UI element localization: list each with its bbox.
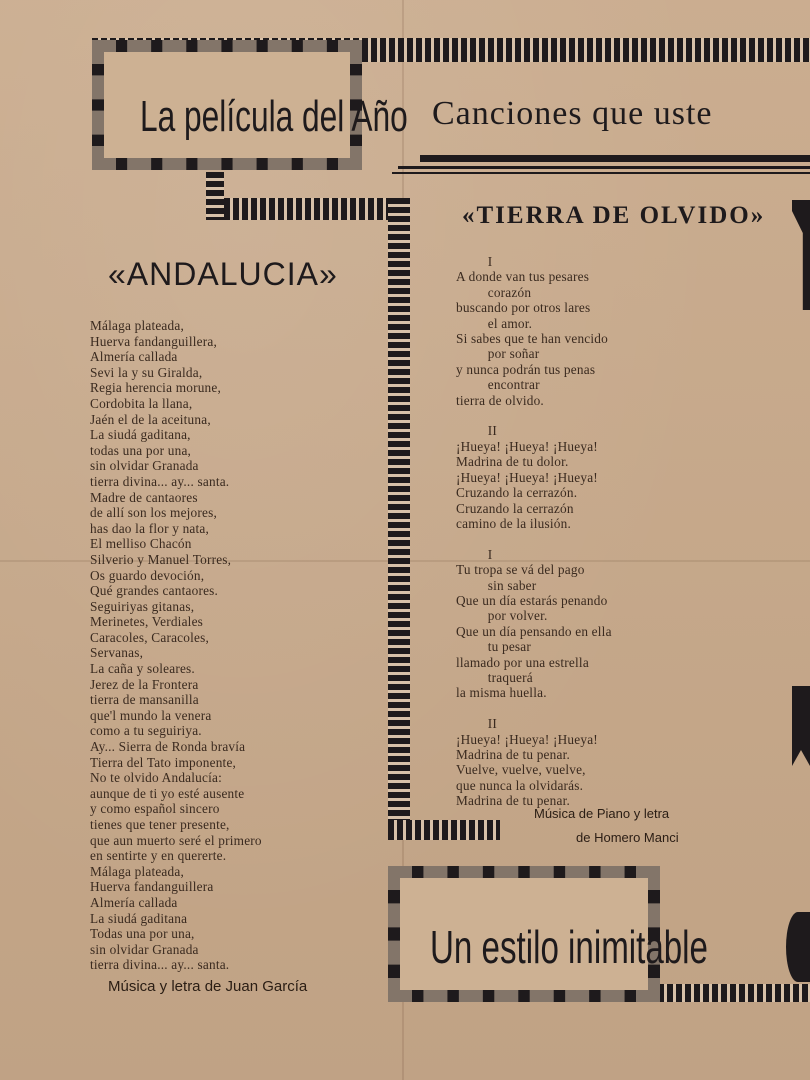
estilo-inimitable-heading: Un estilo inimitable — [430, 921, 708, 973]
tierra-credit-line-2: de Homero Manci — [576, 830, 679, 845]
tierra-credit-line-1: Música de Piano y letra — [534, 806, 670, 821]
andalucia-title: «ANDALUCIA» — [108, 256, 338, 292]
header-rule-thin — [398, 166, 810, 169]
tierra-de-olvido-lyrics: I A donde van tus pesares corazón buscando por otros lares el amor. Si sabes que te han vencido por soñar y nunca podrán tus penas encontrar tierra de olvido. II ¡Hueya! ¡Hueya! ¡Hueya! Madrina de tu dolor. ¡Hueya! ¡Hueya! ¡Hueya! Cruzando la cerrazón. Cruzando la cerrazón camino de la ilusión. I Tu tropa se vá del pago sin saber Que un día estarás penando por volver. Que un día pensando en ella tu pesar llamado por una estrella traquerá la misma huella. II ¡Hueya! ¡Hueya! ¡Hueya! Madrina de tu penar. Vuelve, vuelve, vuelve, que nunca la olvidarás. Madrina de tu penar. — [456, 254, 612, 809]
pelicula-del-ano-heading: La película del Año — [140, 92, 408, 141]
center-ornament-column — [388, 198, 410, 828]
mid-ornament-border — [206, 198, 410, 220]
tierra-de-olvido-title: «TIERRA DE OLVIDO» — [462, 202, 766, 229]
header-rule-thick — [420, 155, 810, 162]
canciones-heading: Canciones que uste — [432, 95, 713, 132]
header-rule-thin-lower — [392, 172, 810, 174]
right-edge-artwork-curl — [786, 912, 810, 982]
andalucia-lyrics: Málaga plateada, Huerva fandanguillera, Almería callada Sevi la y su Giralda, Regia herencia morune, Cordobita la llana, Jaén el de la aceituna, La siudá gaditana, todas una por una, sin olvidar Granada tierra divina... ay... santa. Madre de cantaores de allí son los mejores, has dao la flor y nata, El melliso Chacón Silverio y Manuel Torres, Os guardo devoción, Qué grandes cantaores. Seguiriyas gitanas, Merinetes, Verdiales Caracoles, Caracoles, Servanas, La caña y soleares. Jerez de la Frontera tierra de mansanilla que'l mundo la venera como a tu seguiriya. Ay... Sierra de Ronda bravía Tierra del Tato imponente, No te olvido Andalucía: aunque de ti yo esté ausente y como español sincero tienes que tener presente, que aun muerto seré el primero en sentirte y en quererte. Málaga plateada, Huerva fandanguillera Almería callada La siudá gaditana Todas una por una, sin olvidar Granada tierra divina... ay... santa. — [90, 318, 262, 973]
estilo-inimitable-box — [388, 866, 708, 1002]
center-ornament-foot — [388, 820, 500, 840]
pelicula-del-ano-box — [92, 40, 408, 170]
andalucia-credit: Música y letra de Juan García — [108, 978, 308, 995]
connector-ornament — [206, 172, 224, 220]
